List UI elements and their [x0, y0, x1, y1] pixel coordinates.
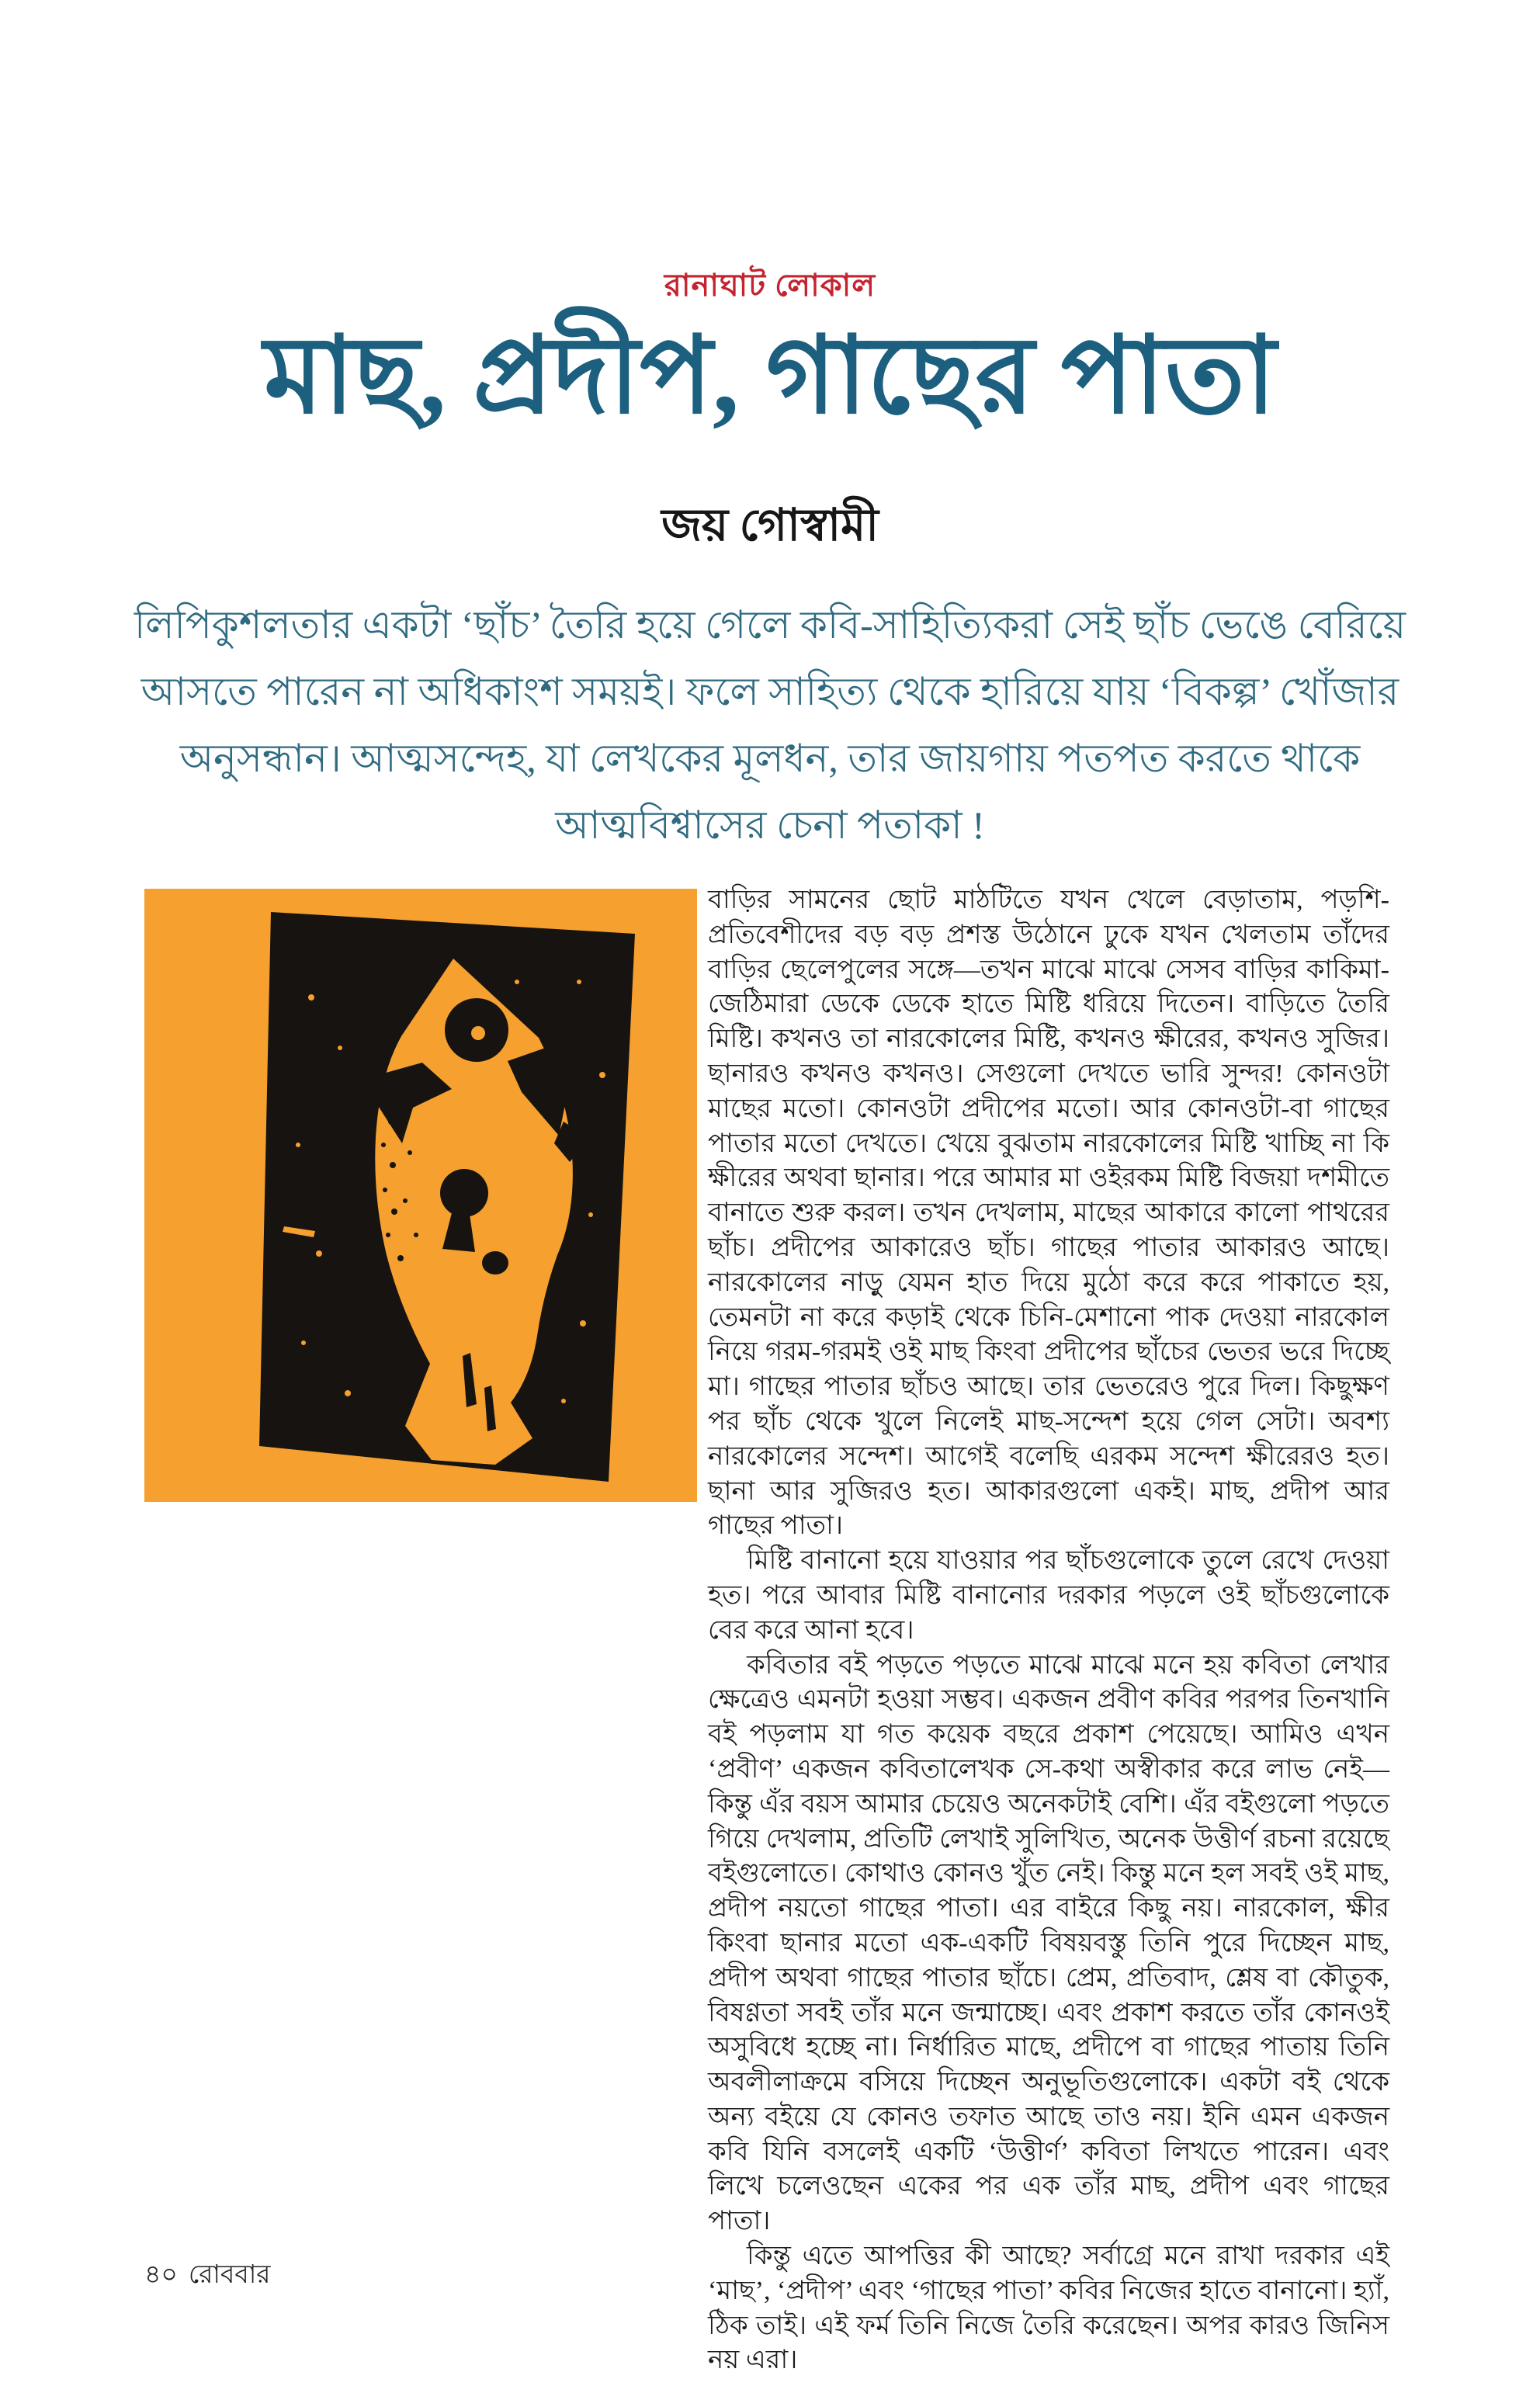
author-byline: জয় গোস্বামী [661, 500, 879, 550]
body-paragraph: কবিতার বই পড়তে পড়তে মাঝে মাঝে মনে হয় কবিতা লেখার ক্ষেত্রেও এমনটা হওয়া সম্ভব। একজন প্রবীণ কবির পরপর তিনখানি বই পড়লাম যা গত কয়েক বছরে প্রকাশ পেয়েছে। আমিও এখন ‘প্রবীণ’ একজন কবিতালেখক সে-কথা অস্বীকার করে লাভ নেই—কিন্তু এঁর বয়স আমার চেয়েও অনেকটাই বেশি। এঁর বইগুলো পড়তে গিয়ে দেখলাম, প্রতিটি লেখাই সুলিখিত, অনেক উত্তীর্ণ রচনা রয়েছে বইগুলোতে। কোথাও কোনও খুঁত নেই। কিন্তু মনে হল সবই ওই মাছ, প্রদীপ নয়তো গাছের পাতা। এর বাইরে কিছু নয়। নারকোল, ক্ষীর কিংবা ছানার মতো এক-একটি বিষয়বস্তু তিনি পুরে দিচ্ছেন মাছ, প্রদীপ অথবা গাছের পাতার ছাঁচে। প্রেম, প্রতিবাদ, শ্লেষ বা কৌতুক, বিষণ্ণতা সবই তাঁর মনে জন্মাচ্ছে। এবং প্রকাশ করতে তাঁর কোনওই অসুবিধে হচ্ছে না। নির্ধারিত মাছে, প্রদীপে বা গাছের পাতায় তিনি অবলীলাক্রমে বসিয়ে দিচ্ছেন অনুভূতিগুলোকে। একটা বই থেকে অন্য বইয়ে যে কোনও তফাত আছে তাও নয়। ইনি এমন একজন কবি যিনি বসলেই একটি ‘উত্তীর্ণ’ কবিতা লিখতে পারেন। এবং লিখে চলেওছেন একের পর এক তাঁর মাছ, প্রদীপ এবং গাছের পাতা। [708, 1650, 1389, 2236]
block-print-artwork [144, 889, 697, 1502]
article-title: মাছ, প্রদীপ, গাছের পাতা [263, 317, 1277, 435]
block-print-fish-mold-image [144, 889, 697, 1502]
body-paragraph: বাড়ির সামনের ছোট মাঠটিতে যখন খেলে বেড়াতাম, পড়শি-প্রতিবেশীদের বড় বড় প্রশস্ত উঠোনে ঢুকে যখন খেলতাম তাঁদের বাড়ির ছেলেপুলের সঙ্গে—তখন মাঝে মাঝে সেসব বাড়ির কাকিমা-জেঠিমারা ডেকে ডেকে হাতে মিষ্টি ধরিয়ে দিতেন। বাড়িতে তৈরি মিষ্টি। কখনও তা নারকোলের মিষ্টি, কখনও ক্ষীরের, কখনও সুজির। ছানারও কখনও কখনও। সেগুলো দেখতে ভারি সুন্দর! কোনওটা মাছের মতো। কোনওটা প্রদীপের মতো। আর কোনওটা-বা গাছের পাতার মতো দেখতে। খেয়ে বুঝতাম নারকোলের মিষ্টি খাচ্ছি না কি ক্ষীরের অথবা ছানার। পরে আমার মা ওইরকম মিষ্টি বিজয়া দশমীতে বানাতে শুরু করল। তখন দেখলাম, মাছের আকারে কালো পাথরের ছাঁচ। প্রদীপের আকারেও ছাঁচ। গাছের পাতার আকারও আছে। নারকোলের নাড়ু যেমন হাত দিয়ে মুঠো করে করে পাকাতে হয়, তেমনটা না করে কড়াই থেকে চিনি-মেশানো পাক দেওয়া নারকোল নিয়ে গরম-গরমই ওই মাছ কিংবা প্রদীপের ছাঁচের ভেতর ভরে দিচ্ছে মা। গাছের পাতার ছাঁচও আছে। তার ভেতরেও পুরে দিল। কিছুক্ষণ পর ছাঁচ থেকে খুলে নিলেই মাছ-সন্দেশ হয়ে গেল সেটা। অবশ্য নারকোলের সন্দেশ। আগেই বলেছি এরকম সন্দেশ ক্ষীরেরও হত। ছানা আর সুজিরও হত। আকারগুলো একই। মাছ, প্রদীপ আর গাছের পাতা। [708, 886, 1389, 1541]
body-paragraph: মিষ্টি বানানো হয়ে যাওয়ার পর ছাঁচগুলোকে তুলে রেখে দেওয়া হত। পরে আবার মিষ্টি বানানোর দরকার পড়লে ওই ছাঁচগুলোকে বের করে আনা হবে। [708, 1546, 1389, 1645]
article-body [708, 883, 1389, 2378]
magazine-name: রোববার [188, 2261, 271, 2289]
section-kicker: রানাঘাট লোকাল [664, 268, 876, 303]
page-number: ৪০ [144, 2261, 178, 2289]
article-standfirst: লিপিকুশলতার একটা ‘ছাঁচ’ তৈরি হয়ে গেলে কবি-সাহিত্যিকরা সেই ছাঁচ ভেঙে বেরিয়ে আসতে পারেন না অধিকাংশ সময়ই। ফলে সাহিত্য থেকে হারিয়ে যায় ‘বিকল্প’ খোঁজার অনুসন্ধান। আত্মসন্দেহ, যা লেখকের মূলধন, তার জায়গায় পতপত করতে থাকে আত্মবিশ্বাসের চেনা পতাকা ! [134, 603, 1406, 847]
body-paragraph: কিন্তু এতে আপত্তির কী আছে? সর্বাগ্রে মনে রাখা দরকার এই ‘মাছ’, ‘প্রদীপ’ এবং ‘গাছের পাতা’ কবির নিজের হাতে বানানো। হ্যাঁ, ঠিক তাই। এই ফর্ম তিনি নিজে তৈরি করেছেন। অপর কারও জিনিস নয় এরা। [708, 2242, 1389, 2375]
page-footer [144, 2254, 270, 2298]
